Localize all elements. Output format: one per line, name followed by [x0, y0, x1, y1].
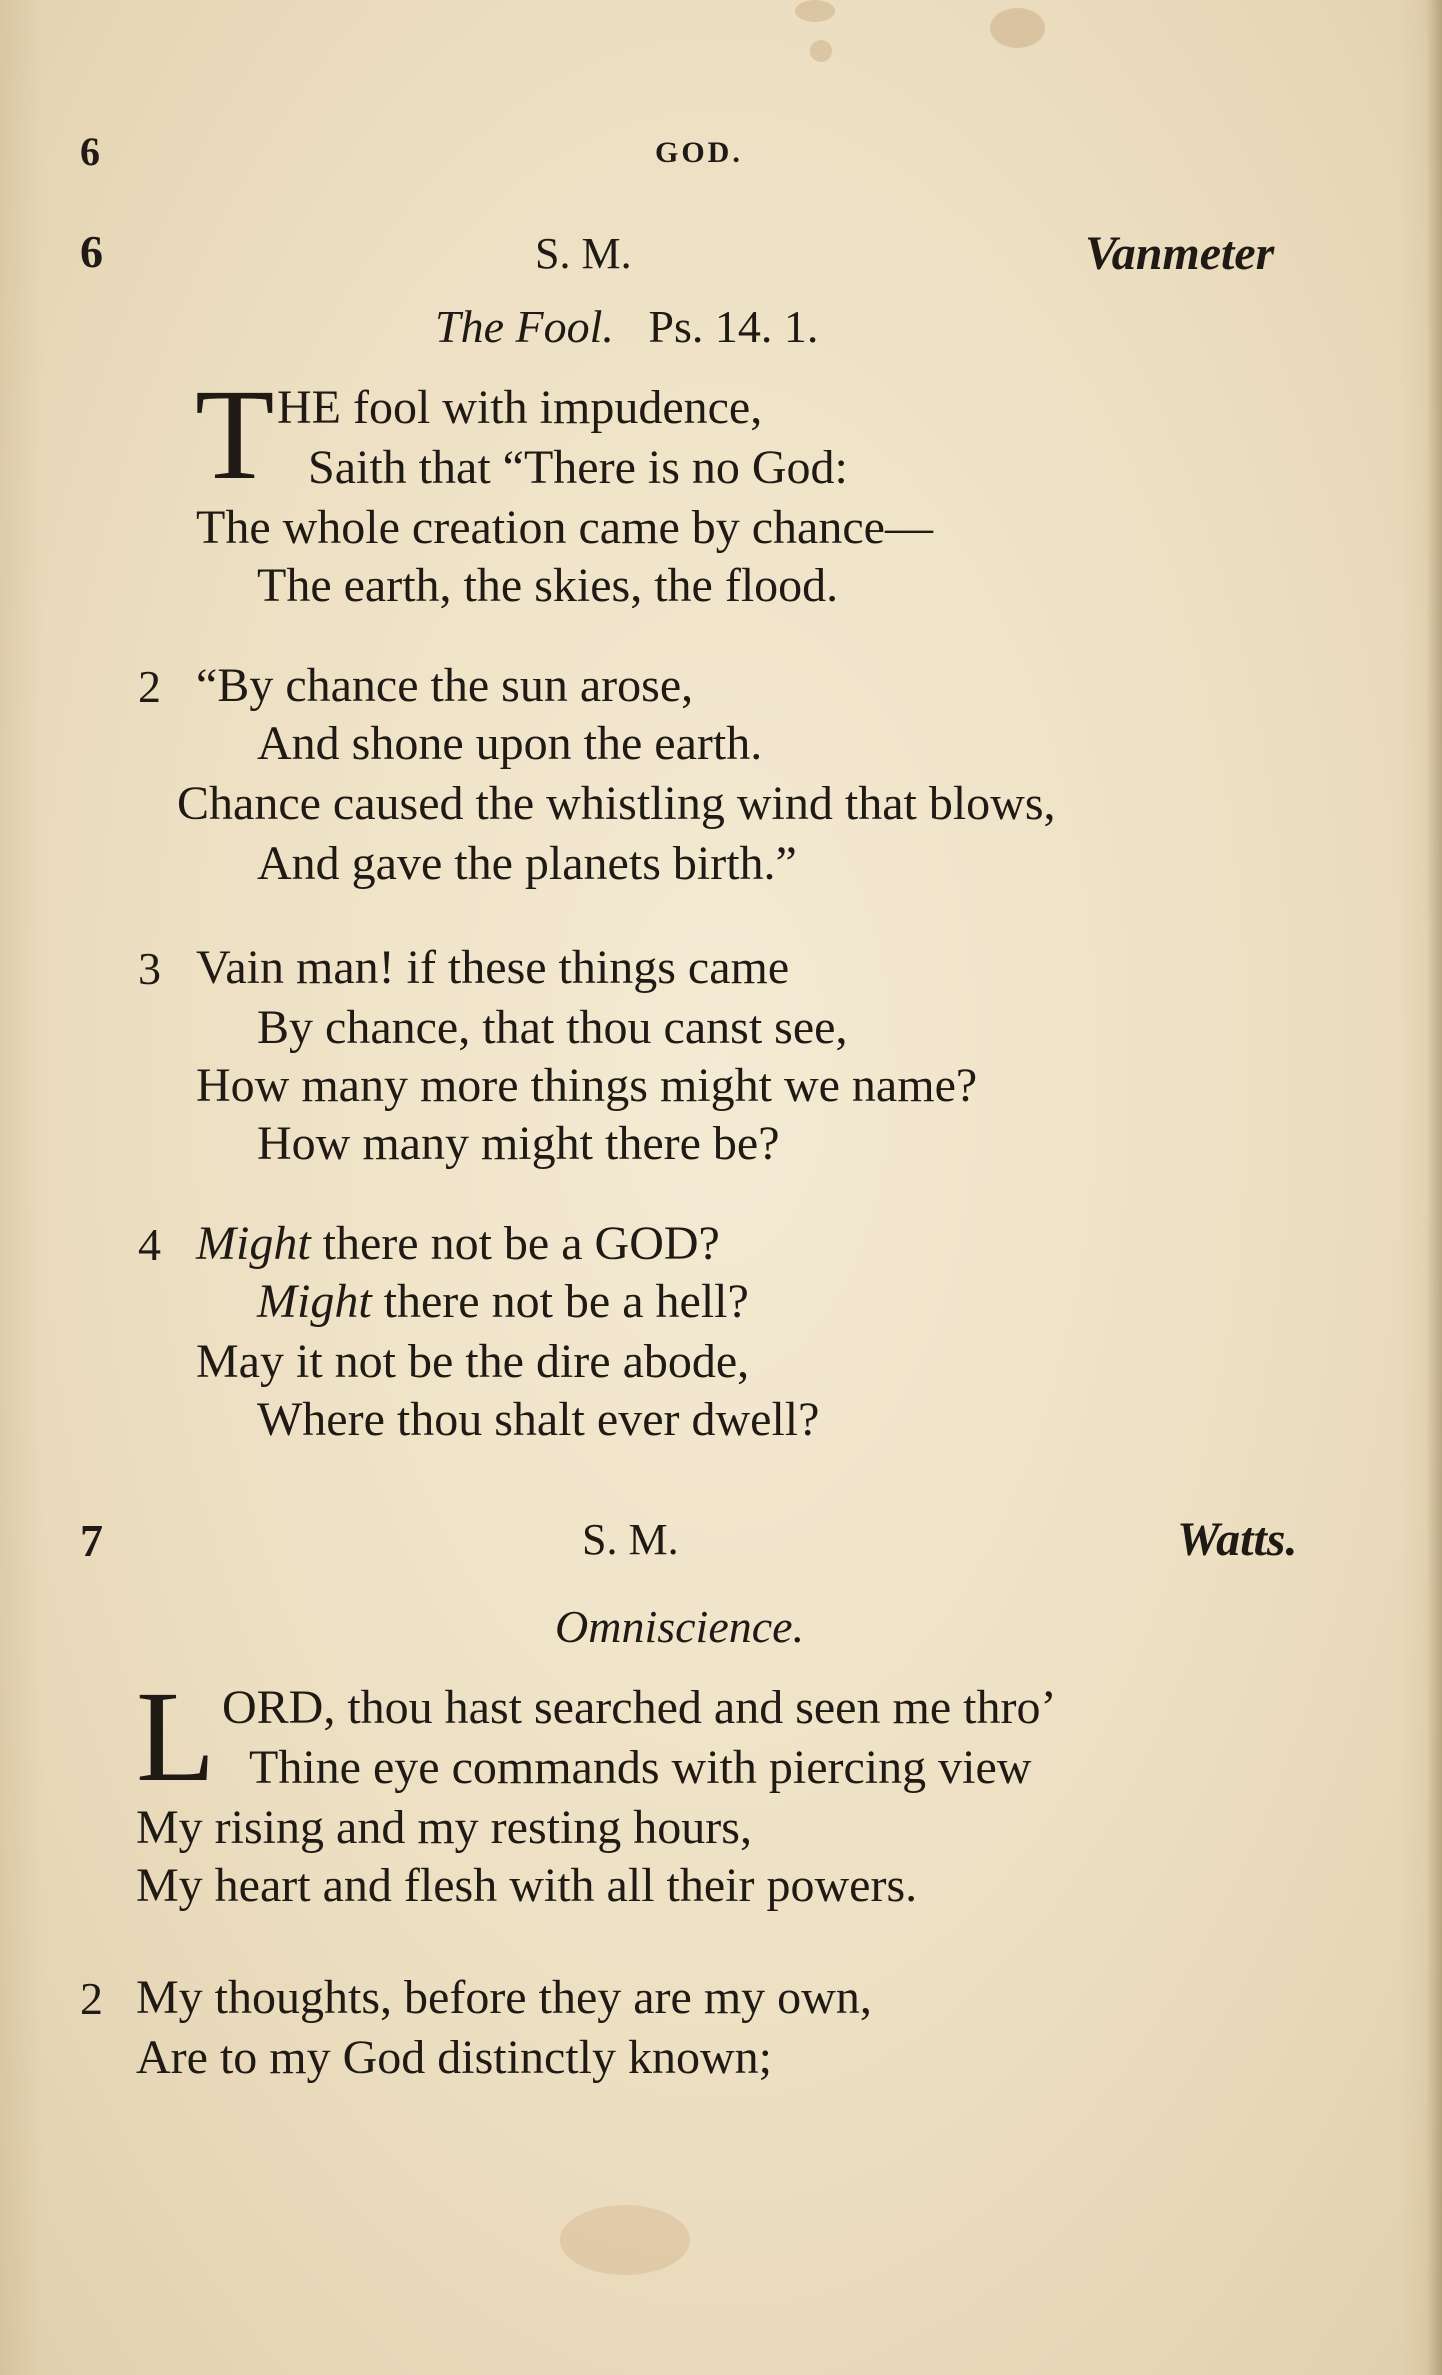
paper-stain	[795, 0, 835, 22]
verse-line: Where thou shalt ever dwell?	[257, 1393, 820, 1446]
emphasis-word: Might	[196, 1217, 311, 1270]
verse-line: And gave the planets birth.”	[257, 837, 797, 890]
verse-line: HE fool with impudence,	[277, 381, 763, 434]
verse-line: ORD, thou hast searched and seen me thro’	[222, 1681, 1057, 1734]
verse-line: My heart and flesh with all their powers.	[136, 1859, 918, 1912]
paper-stain	[990, 8, 1045, 48]
verse-line: The earth, the skies, the flood.	[257, 559, 839, 612]
verse-line: May it not be the dire abode,	[196, 1335, 750, 1388]
hymn-number: 6	[80, 226, 103, 277]
hymn-number: 7	[80, 1515, 103, 1566]
verse-number: 4	[138, 1219, 161, 1270]
hymn-meter: S. M.	[582, 1515, 679, 1564]
verse-line: Are to my God distinctly known;	[136, 2031, 772, 2084]
verse-line: My rising and my resting hours,	[136, 1801, 752, 1854]
drop-cap: L	[136, 1665, 216, 1809]
hymn-tune: Vanmeter	[1085, 227, 1275, 280]
verse-line: By chance, that thou canst see,	[257, 1001, 848, 1054]
verse-number: 3	[138, 943, 161, 994]
verse-line: How many more things might we name?	[196, 1059, 978, 1112]
verse-line: “By chance the sun arose,	[196, 659, 694, 712]
verse-line: The whole creation came by chance—	[196, 501, 933, 554]
verse-number: 2	[138, 661, 161, 712]
verse-line: Vain man! if these things came	[196, 941, 790, 994]
emphasis-word: Might	[257, 1275, 372, 1328]
verse-number: 2	[80, 1973, 103, 2024]
verse-line: Might there not be a GOD?	[196, 1217, 720, 1270]
verse-line: My thoughts, before they are my own,	[136, 1971, 872, 2024]
page-edge-shadow	[1426, 0, 1442, 2375]
verse-line: Saith that “There is no God:	[308, 441, 848, 494]
hymn-title: Omniscience.	[555, 1601, 805, 1652]
hymn-meter: S. M.	[535, 229, 632, 278]
paper-stain	[560, 2205, 690, 2275]
verse-line: Might there not be a hell?	[257, 1275, 749, 1328]
hymn-subtitle	[555, 1600, 804, 1653]
hymn-subtitle	[435, 300, 818, 353]
verse-line: And shone upon the earth.	[257, 717, 763, 770]
page-number: 6	[80, 129, 100, 174]
hymn-title: The Fool.	[435, 301, 614, 352]
verse-line: Thine eye commands with piercing view	[249, 1741, 1032, 1794]
paper-stain	[810, 40, 832, 62]
verse-line: How many might there be?	[257, 1117, 780, 1170]
hymn-reference: Ps. 14. 1.	[648, 301, 819, 352]
running-title: GOD.	[655, 136, 743, 169]
hymn-tune: Watts.	[1177, 1513, 1298, 1566]
drop-cap: T	[195, 363, 275, 507]
verse-line: Chance caused the whistling wind that blows,	[177, 777, 1056, 830]
